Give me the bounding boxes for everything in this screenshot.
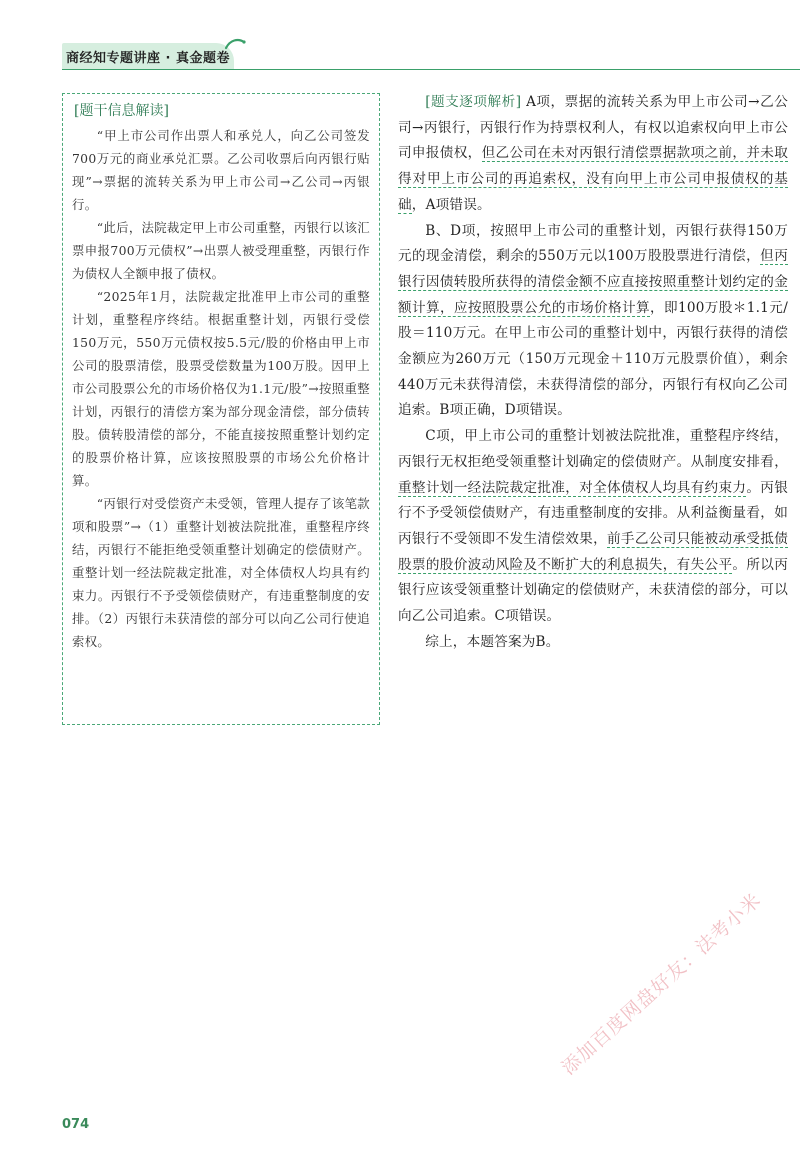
header-divider <box>62 69 800 70</box>
header-title-tab <box>62 43 234 69</box>
highlight-bd: 但丙银行因债转股所获得的清偿金额不应直接按照重整计划约定的金额计算，应按照股票公允的市场价格计算 <box>398 248 788 316</box>
question-info-box <box>62 93 380 725</box>
info-paragraph-3: “2025年1月，法院裁定批准甲上市公司的重整计划，重整程序终结。根据重整计划，丙银行受偿150万元，550万元债权按5.5元/股的价格由甲上市公司的股票清偿，股票受偿数量为100万股。因甲上市公司股票公允的市场价格仅为1.1元/股”→按照重整计划，丙银行的清偿方案为部分现金清偿，部分债转股。债转股清偿的部分，不能直接按照重整计划约定的股票价格计算，应该按照股票的市场公允价格计算。 <box>72 289 370 488</box>
highlight-c-2: 前手乙公司只能被动承受抵债股票的股价波动风险及不断扩大的利息损失，有失公平 <box>398 530 788 573</box>
analysis-label: [题支逐项解析] <box>425 94 522 110</box>
conclusion-paragraph: 综上，本题答案为B。 <box>425 633 560 650</box>
info-paragraph-4: “丙银行对受偿资产未受领，管理人提存了该笔款项和股票”→（1）重整计划被法院批准，重整程序终结，丙银行不能拒绝受领重整计划确定的偿债财产。重整计划一经法院裁定批准，对全体债权人均具有约束力。丙银行不予受领偿债财产，有违重整制度的安排。（2）丙银行未获清偿的部分可以向乙公司行使追索权。 <box>72 496 370 649</box>
analysis-paragraph-c: C项，甲上市公司的重整计划被法院批准，重整程序终结，丙银行无权拒绝受领重整计划确定的偿债财产。从制度安排看，重整计划一经法院裁定批准，对全体债权人均具有约束力。丙银行不予受领偿债财产，有违重整制度的安排。从利益衡量看，如丙银行不受领即不发生清偿效果，前手乙公司只能被动承受抵债股票的股价波动风险及不断扩大的利息损失，有失公平。所以丙银行应该受领重整计划确定的偿债财产，未获清偿的部分，可以向乙公司追索。C项错误。 <box>398 428 789 625</box>
swoosh-icon <box>224 36 246 50</box>
analysis-paragraph-a: [题支逐项解析] A项，票据的流转关系为甲上市公司→乙公司→丙银行，丙银行作为持票权利人，有权以追索权向甲上市公司申报债权，但乙公司在未对丙银行清偿票据款项之前，并未取得对甲上市公司的再追索权，没有向甲上市公司申报债权的基础，A项错误。 <box>398 94 788 213</box>
info-paragraph-2: “此后，法院裁定甲上市公司重整，丙银行以该汇票申报700万元债权”→出票人被受理重整，丙银行作为债权人全额申报了债权。 <box>72 220 370 281</box>
highlight-c-1: 重整计划一经法院裁定批准，对全体债权人均具有约束力 <box>398 479 747 496</box>
highlight-a: 但乙公司在未对丙银行清偿票据款项之前，并未取得对甲上市公司的再追索权，没有向甲上市公司申报债权的基础 <box>398 145 788 213</box>
watermark: 添加百度网盘好友：法考小米 <box>557 888 766 1080</box>
analysis-paragraph-bd: B、D项，按照甲上市公司的重整计划，丙银行获得150万元的现金清偿，剩余的550万元以100万股股票进行清偿，但丙银行因债转股所获得的清偿金额不应直接按照重整计划约定的金额计算，应按照股票公允的市场价格计算，即100万股＊1.1元/股＝110万元。在甲上市公司的重整计划中，丙银行获得的清偿金额应为260万元（150万元现金＋110万元股票价值），剩余440万元未获得清偿，未获得清偿的部分，丙银行有权向乙公司追索。B项正确，D项错误。 <box>398 222 788 419</box>
info-paragraph-1: “甲上市公司作出票人和承兑人，向乙公司签发700万元的商业承兑汇票。乙公司收票后向丙银行贴现”→票据的流转关系为甲上市公司→乙公司→丙银行。 <box>72 128 370 212</box>
header-title: 商经知专题讲座 · 真金题卷 <box>66 50 230 66</box>
box-title: [题干信息解读] <box>74 103 169 119</box>
option-analysis-column <box>398 90 788 655</box>
page-number: 074 <box>62 1117 90 1132</box>
